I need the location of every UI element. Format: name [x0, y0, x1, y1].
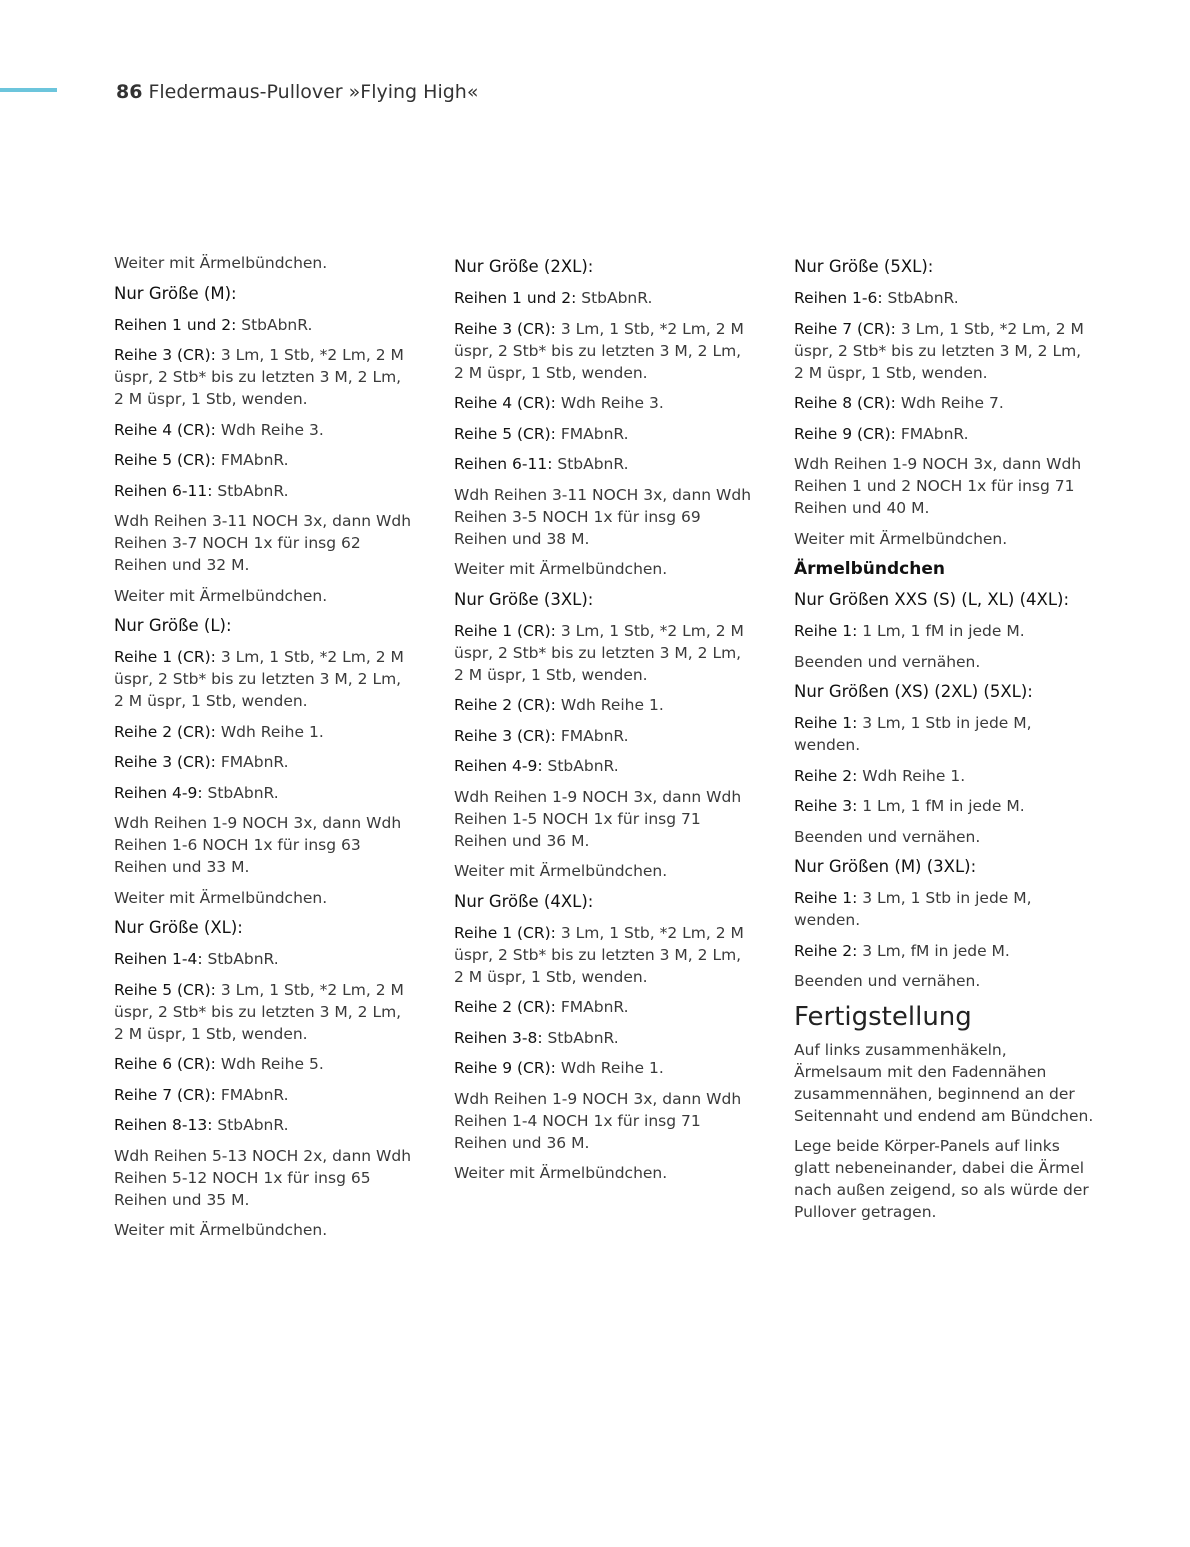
instruction-paragraph [114, 449, 414, 471]
row-label: Reihe 5 (CR): [454, 424, 556, 443]
instruction-paragraph [794, 940, 1094, 962]
row-label: Reihe 9 (CR): [454, 1059, 556, 1077]
instruction-paragraph [454, 392, 754, 414]
instruction-text: FMAbnR. [895, 424, 969, 443]
instruction-text: Wdh Reihe 1. [215, 722, 324, 741]
row-label: Reihe 9 (CR): [794, 424, 896, 443]
instruction-paragraph [114, 510, 414, 576]
instruction-text: Wdh Reihen 1-9 NOCH 3x, dann Wdh Reihen 1-6 NOCH 1x für insg 63 Reihen und 33 M. [114, 814, 402, 876]
instruction-paragraph [794, 1039, 1094, 1127]
instruction-paragraph [794, 620, 1094, 642]
instruction-text: StbAbnR. [202, 950, 279, 968]
row-label: Reihe 3 (CR): [114, 346, 216, 364]
instruction-text: Wdh Reihe 1. [857, 766, 966, 785]
instruction-text: StbAbnR. [576, 289, 653, 307]
instruction-text: FMAbnR. [215, 451, 289, 469]
row-label: Reihe 3 (CR): [454, 726, 556, 745]
row-label: Reihen 1 und 2: [114, 315, 237, 334]
instruction-text: FMAbnR. [215, 1085, 289, 1104]
instruction-text: StbAbnR. [552, 455, 629, 473]
running-head [116, 79, 478, 105]
instruction-paragraph [454, 1088, 754, 1154]
row-label: Reihe 7 (CR): [794, 319, 896, 338]
row-label: Reihe 2 (CR): [454, 998, 556, 1016]
row-label: Reihe 2: [794, 941, 858, 960]
page-title: Fledermaus-Pullover »Flying High« [148, 81, 479, 103]
instruction-paragraph [454, 996, 754, 1018]
instruction-paragraph [454, 484, 754, 550]
instruction-text: Wdh Reihe 7. [895, 394, 1004, 412]
instruction-paragraph [114, 252, 414, 274]
instruction-text: Wdh Reihe 5. [215, 1055, 324, 1073]
column-3 [794, 252, 1094, 1232]
row-label: Reihen 1-6: [794, 289, 883, 307]
instruction-text: Wdh Reihen 1-9 NOCH 3x, dann Wdh Reihen 1-4 NOCH 1x für insg 71 Reihen und 36 M. [454, 1089, 742, 1152]
instruction-text: 3 Lm, 1 Stb, *2 Lm, 2 M üspr, 2 Stb* bis zu letzten 3 M, 2 Lm, 2 M üspr, 1 Stb, wenden. [114, 980, 404, 1043]
instruction-text: StbAbnR. [212, 481, 289, 500]
instruction-paragraph [794, 392, 1094, 414]
instruction-text: 3 Lm, 1 Stb, *2 Lm, 2 M üspr, 2 Stb* bis zu letzten 3 M, 2 Lm, 2 M üspr, 1 Stb, wenden. [114, 648, 404, 710]
row-label: Reihe 4 (CR): [454, 394, 556, 412]
row-label: Reihen 4-9: [454, 757, 543, 775]
instruction-paragraph [114, 948, 414, 970]
instruction-paragraph [794, 712, 1094, 756]
instruction-paragraph [794, 651, 1094, 673]
size-heading: Nur Größe (XL): [114, 918, 243, 937]
instruction-paragraph [114, 782, 414, 804]
instruction-paragraph [114, 480, 414, 502]
instruction-text: StbAbnR. [236, 315, 313, 334]
instruction-paragraph [794, 1135, 1094, 1223]
instruction-text: Weiter mit Ärmelbündchen. [114, 254, 328, 272]
instruction-paragraph [794, 528, 1094, 550]
size-heading: Nur Größen XXS (S) (L, XL) (4XL): [794, 590, 1070, 609]
instruction-text: Beenden und vernähen. [794, 972, 981, 990]
size-heading: Nur Größe (2XL): [454, 257, 594, 276]
size-heading: Nur Größe (L): [114, 616, 232, 635]
instruction-paragraph [454, 287, 754, 309]
instruction-text: 3 Lm, 1 Stb in jede M, wenden. [794, 889, 1032, 929]
instruction-text: Auf links zusammenhäkeln, Ärmelsaum mit den Fadennähen zusammennähen, beginnend an der Seitennaht und endend am Bündchen. [794, 1040, 1094, 1125]
instruction-paragraph [114, 751, 414, 773]
instruction-text: Wdh Reihe 3. [215, 420, 324, 439]
instruction-paragraph [794, 453, 1094, 519]
row-label: Reihen 1-4: [114, 950, 203, 968]
row-label: Reihe 2 (CR): [454, 696, 556, 714]
instruction-paragraph [794, 826, 1094, 848]
instruction-text: 1 Lm, 1 fM in jede M. [857, 622, 1025, 640]
row-label: Reihe 2: [794, 766, 858, 785]
instruction-paragraph [114, 812, 414, 878]
row-label: Reihe 4 (CR): [114, 420, 216, 439]
instruction-text: 1 Lm, 1 fM in jede M. [857, 797, 1025, 815]
instruction-paragraph [114, 1114, 414, 1136]
section-heading: Fertigstellung [794, 1001, 972, 1032]
instruction-paragraph [794, 765, 1094, 787]
instruction-paragraph [114, 314, 414, 336]
instruction-paragraph [454, 318, 754, 384]
row-label: Reihe 3: [794, 797, 858, 815]
column-2 [454, 252, 754, 1193]
instruction-paragraph [114, 979, 414, 1045]
instruction-paragraph [454, 1027, 754, 1049]
instruction-text: Wdh Reihen 1-9 NOCH 3x, dann Wdh Reihen 1 und 2 NOCH 1x für insg 71 Reihen und 40 M. [794, 455, 1082, 517]
row-label: Reihe 1: [794, 622, 858, 640]
instruction-paragraph [114, 1053, 414, 1075]
size-heading: Nur Größe (4XL): [454, 891, 594, 911]
instruction-paragraph [454, 786, 754, 852]
instruction-paragraph [454, 620, 754, 686]
instruction-paragraph [794, 970, 1094, 992]
instruction-paragraph [794, 423, 1094, 445]
row-label: Reihe 7 (CR): [114, 1085, 216, 1104]
row-label: Reihe 8 (CR): [794, 394, 896, 412]
instruction-text: Wdh Reihen 3-11 NOCH 3x, dann Wdh Reihen 3-5 NOCH 1x für insg 69 Reihen und 38 M. [454, 485, 752, 548]
instruction-text: 3 Lm, 1 Stb, *2 Lm, 2 M üspr, 2 Stb* bis zu letzten 3 M, 2 Lm, 2 M üspr, 1 Stb, wenden. [794, 319, 1084, 382]
instruction-text: StbAbnR. [202, 783, 279, 802]
row-label: Reihen 8-13: [114, 1116, 213, 1134]
instruction-text: FMAbnR. [555, 998, 629, 1016]
row-label: Reihen 3-8: [454, 1028, 543, 1047]
instruction-text: StbAbnR. [542, 1028, 619, 1047]
instruction-paragraph [454, 694, 754, 716]
row-label: Reihe 1 (CR): [454, 621, 556, 640]
instruction-text: Lege beide Körper-Panels auf links glatt nebeneinander, dabei die Ärmel nach außen zeigend, so als würde der Pullover getragen. [794, 1137, 1089, 1221]
row-label: Reihe 1: [794, 889, 858, 907]
instruction-text: 3 Lm, 1 Stb, *2 Lm, 2 M üspr, 2 Stb* bis zu letzten 3 M, 2 Lm, 2 M üspr, 1 Stb, wenden. [454, 621, 744, 684]
row-label: Reihe 2 (CR): [114, 722, 216, 741]
instruction-text: Weiter mit Ärmelbündchen. [454, 1164, 668, 1182]
instruction-text: Weiter mit Ärmelbündchen. [794, 529, 1008, 548]
size-heading: Nur Größe (5XL): [794, 257, 934, 276]
instruction-text: 3 Lm, 1 Stb, *2 Lm, 2 M üspr, 2 Stb* bis zu letzten 3 M, 2 Lm, 2 M üspr, 1 Stb, wenden. [454, 923, 744, 986]
instruction-paragraph [454, 453, 754, 475]
instruction-paragraph [454, 860, 754, 882]
instruction-text: Weiter mit Ärmelbündchen. [114, 888, 328, 907]
section-subheading: Ärmelbündchen [794, 559, 945, 579]
row-label: Reihe 1 (CR): [114, 648, 216, 666]
size-heading: Nur Größe (M): [114, 283, 237, 303]
instruction-text: Beenden und vernähen. [794, 827, 981, 846]
size-heading: Nur Größe (3XL): [454, 589, 594, 609]
row-label: Reihen 6-11: [114, 481, 213, 500]
row-label: Reihe 5 (CR): [114, 980, 216, 999]
row-label: Reihe 1: [794, 714, 858, 732]
row-label: Reihe 1 (CR): [454, 923, 556, 942]
instruction-text: Weiter mit Ärmelbündchen. [114, 1221, 328, 1239]
instruction-text: Weiter mit Ärmelbündchen. [454, 560, 668, 578]
instruction-paragraph [454, 1162, 754, 1184]
instruction-text: Wdh Reihen 5-13 NOCH 2x, dann Wdh Reihen 5-12 NOCH 1x für insg 65 Reihen und 35 M. [114, 1146, 412, 1209]
instruction-text: FMAbnR. [555, 726, 629, 745]
instruction-paragraph [114, 344, 414, 410]
column-1 [114, 252, 414, 1250]
instruction-paragraph [114, 721, 414, 743]
instruction-paragraph [114, 1145, 414, 1211]
instruction-paragraph [794, 318, 1094, 384]
instruction-text: 3 Lm, fM in jede M. [857, 941, 1010, 960]
instruction-paragraph [794, 287, 1094, 309]
instruction-text: StbAbnR. [212, 1116, 289, 1134]
size-heading: Nur Größen (M) (3XL): [794, 857, 977, 876]
size-heading: Nur Größen (XS) (2XL) (5XL): [794, 682, 1033, 701]
instruction-text: 3 Lm, 1 Stb, *2 Lm, 2 M üspr, 2 Stb* bis zu letzten 3 M, 2 Lm, 2 M üspr, 1 Stb, wenden. [114, 346, 404, 408]
instruction-text: Wdh Reihen 3-11 NOCH 3x, dann Wdh Reihen 3-7 NOCH 1x für insg 62 Reihen und 32 M. [114, 512, 412, 574]
instruction-paragraph [114, 1219, 414, 1241]
row-label: Reihe 6 (CR): [114, 1055, 216, 1073]
instruction-paragraph [114, 646, 414, 712]
instruction-paragraph [454, 725, 754, 747]
instruction-text: Wdh Reihen 1-9 NOCH 3x, dann Wdh Reihen 1-5 NOCH 1x für insg 71 Reihen und 36 M. [454, 787, 742, 850]
instruction-paragraph [114, 419, 414, 441]
instruction-paragraph [454, 922, 754, 988]
instruction-paragraph [794, 795, 1094, 817]
accent-bar [0, 88, 57, 92]
instruction-paragraph [454, 558, 754, 580]
instruction-paragraph [114, 1084, 414, 1106]
instruction-paragraph [454, 755, 754, 777]
instruction-text: 3 Lm, 1 Stb, *2 Lm, 2 M üspr, 2 Stb* bis zu letzten 3 M, 2 Lm, 2 M üspr, 1 Stb, wenden. [454, 319, 744, 382]
row-label: Reihe 5 (CR): [114, 451, 216, 469]
instruction-text: Wdh Reihe 1. [555, 1059, 664, 1077]
row-label: Reihen 4-9: [114, 783, 203, 802]
row-label: Reihe 3 (CR): [454, 319, 556, 338]
instruction-paragraph [454, 1057, 754, 1079]
instruction-text: Weiter mit Ärmelbündchen. [114, 586, 328, 605]
instruction-text: FMAbnR. [215, 753, 289, 771]
instruction-text: Weiter mit Ärmelbündchen. [454, 862, 668, 880]
instruction-text: Wdh Reihe 3. [555, 394, 664, 412]
instruction-paragraph [794, 887, 1094, 931]
row-label: Reihen 6-11: [454, 455, 553, 473]
instruction-text: StbAbnR. [542, 757, 619, 775]
row-label: Reihen 1 und 2: [454, 289, 577, 307]
instruction-text: Wdh Reihe 1. [555, 696, 664, 714]
instruction-text: Beenden und vernähen. [794, 652, 981, 671]
page-number: 86 [116, 81, 143, 103]
row-label: Reihe 3 (CR): [114, 753, 216, 771]
instruction-text: StbAbnR. [882, 289, 959, 307]
instruction-paragraph [454, 423, 754, 445]
instruction-paragraph [114, 585, 414, 607]
instruction-text: 3 Lm, 1 Stb in jede M, wenden. [794, 714, 1032, 754]
instruction-text: FMAbnR. [555, 424, 629, 443]
instruction-paragraph [114, 887, 414, 909]
